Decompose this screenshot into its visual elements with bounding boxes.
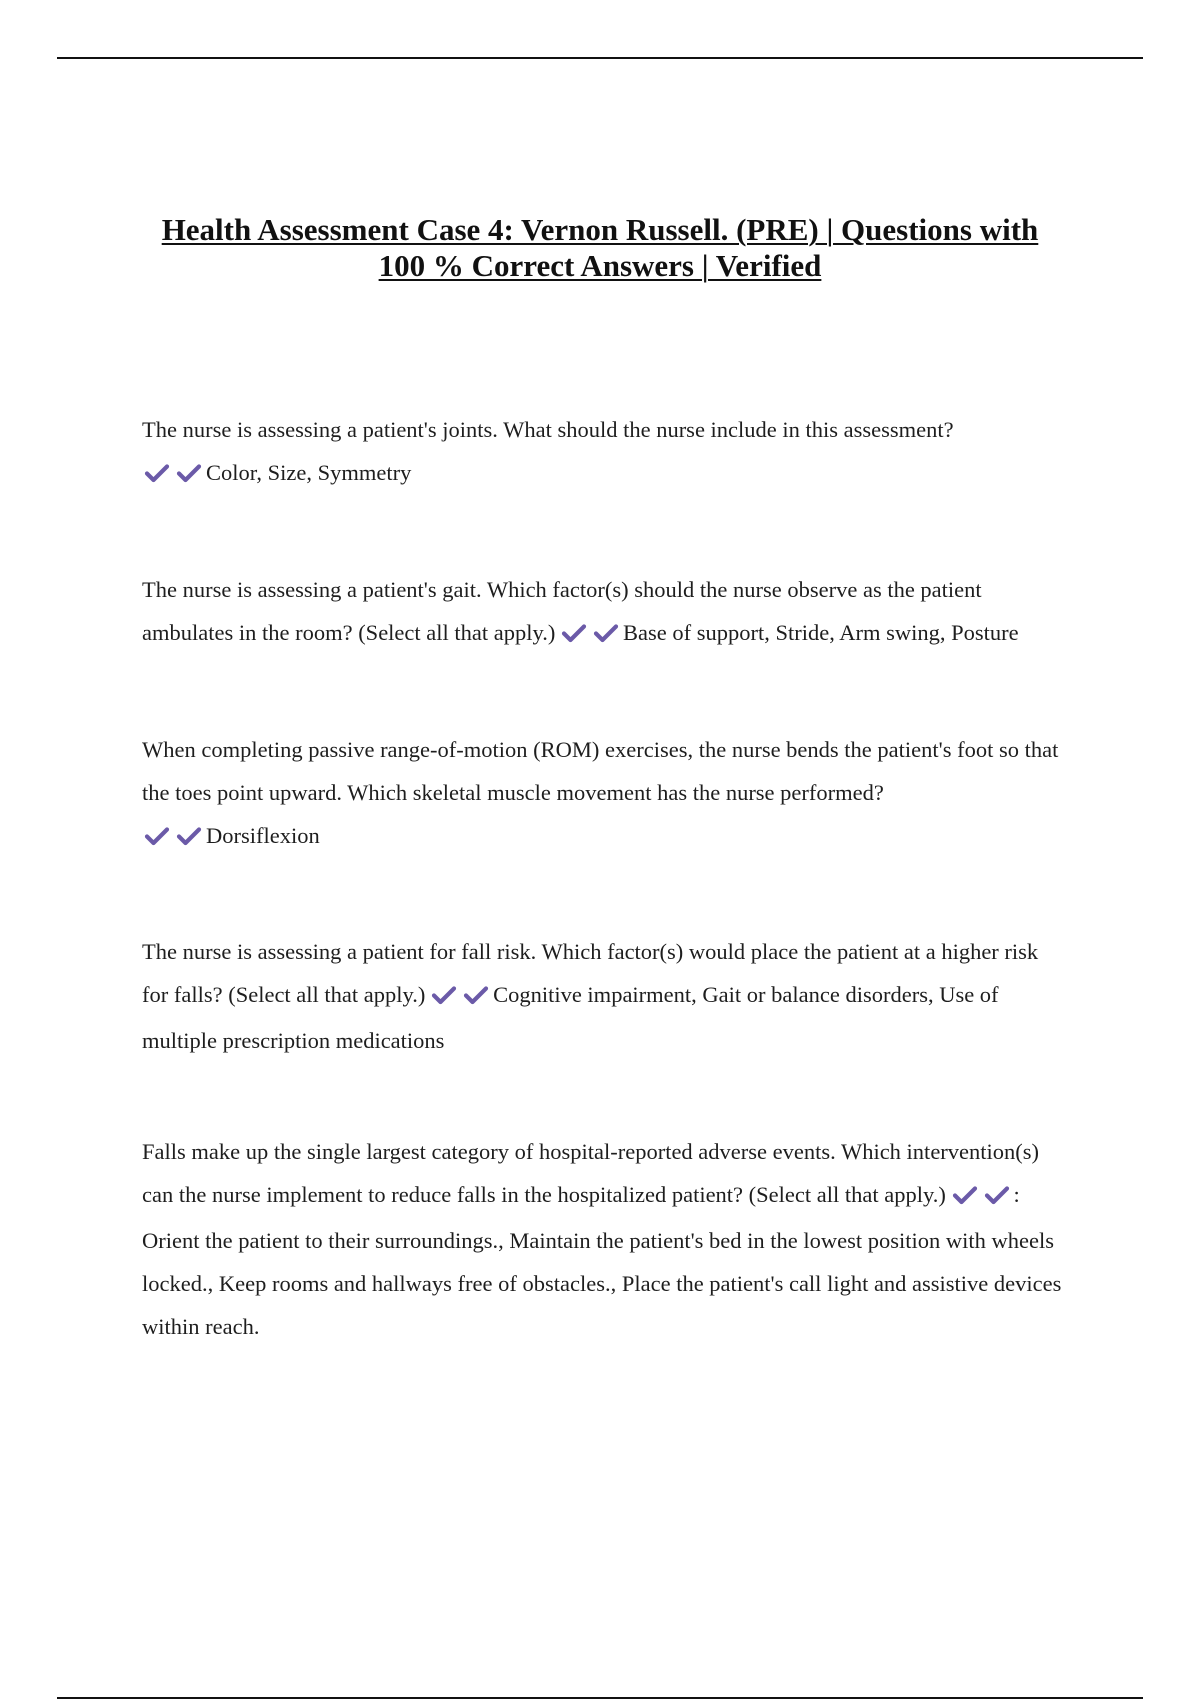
answer-text: Cognitive impairment, Gait or balance disorders, Use of multiple prescription medications [142, 982, 999, 1053]
check-icon [176, 463, 202, 483]
double-check-icon [144, 454, 202, 497]
document-title [140, 212, 1060, 284]
double-check-icon [431, 976, 489, 1019]
check-icon [176, 826, 202, 846]
question-text: Falls make up the single largest category of hospital-reported adverse events. Which intervention(s) can the nurse implement to reduce falls in the hospitalized patient? (Select all that apply.) [142, 1139, 1040, 1207]
question-text: The nurse is assessing a patient's gait. Which factor(s) should the nurse observe as the patient ambulates in the room? (Select all that apply.) [142, 577, 982, 645]
answer-text: : Orient the patient to their surroundings., Maintain the patient's bed in the lowest position with wheels locked., Keep rooms and hallways free of obstacles., Place the patient's call light and assistive devices within reach. [142, 1182, 1062, 1339]
check-icon [144, 463, 170, 483]
check-icon [144, 826, 170, 846]
check-icon [593, 623, 619, 643]
qa-item-2 [142, 568, 1064, 657]
question-text: When completing passive range-of-motion (ROM) exercises, the nurse bends the patient's foot so that the toes point upward. Which skeletal muscle movement has the nurse performed? [142, 737, 1059, 805]
double-check-icon [144, 817, 202, 860]
double-check-icon [952, 1176, 1010, 1219]
answer-text: Base of support, Stride, Arm swing, Posture [623, 620, 1019, 645]
qa-item-5 [142, 1130, 1064, 1348]
answer-text: Dorsiflexion [206, 823, 320, 848]
check-icon [984, 1185, 1010, 1205]
title-line-2: 100 % Correct Answers | Verified [378, 248, 822, 283]
answer-text: Color, Size, Symmetry [206, 460, 412, 485]
top-rule [57, 57, 1143, 59]
title-line-1: Health Assessment Case 4: Vernon Russell. (PRE) | Questions with [161, 212, 1039, 247]
check-icon [431, 985, 457, 1005]
check-icon [952, 1185, 978, 1205]
check-icon [463, 985, 489, 1005]
question-text: The nurse is assessing a patient for fall risk. Which factor(s) would place the patient at a higher risk for falls? (Select all that apply.) [142, 939, 1039, 1007]
qa-item-3 [142, 728, 1064, 860]
qa-item-1 [142, 408, 1064, 497]
question-text: The nurse is assessing a patient's joints. What should the nurse include in this assessment? [142, 417, 954, 442]
qa-item-4 [142, 930, 1064, 1062]
bottom-rule [57, 1697, 1143, 1699]
check-icon [561, 623, 587, 643]
double-check-icon [561, 614, 619, 657]
